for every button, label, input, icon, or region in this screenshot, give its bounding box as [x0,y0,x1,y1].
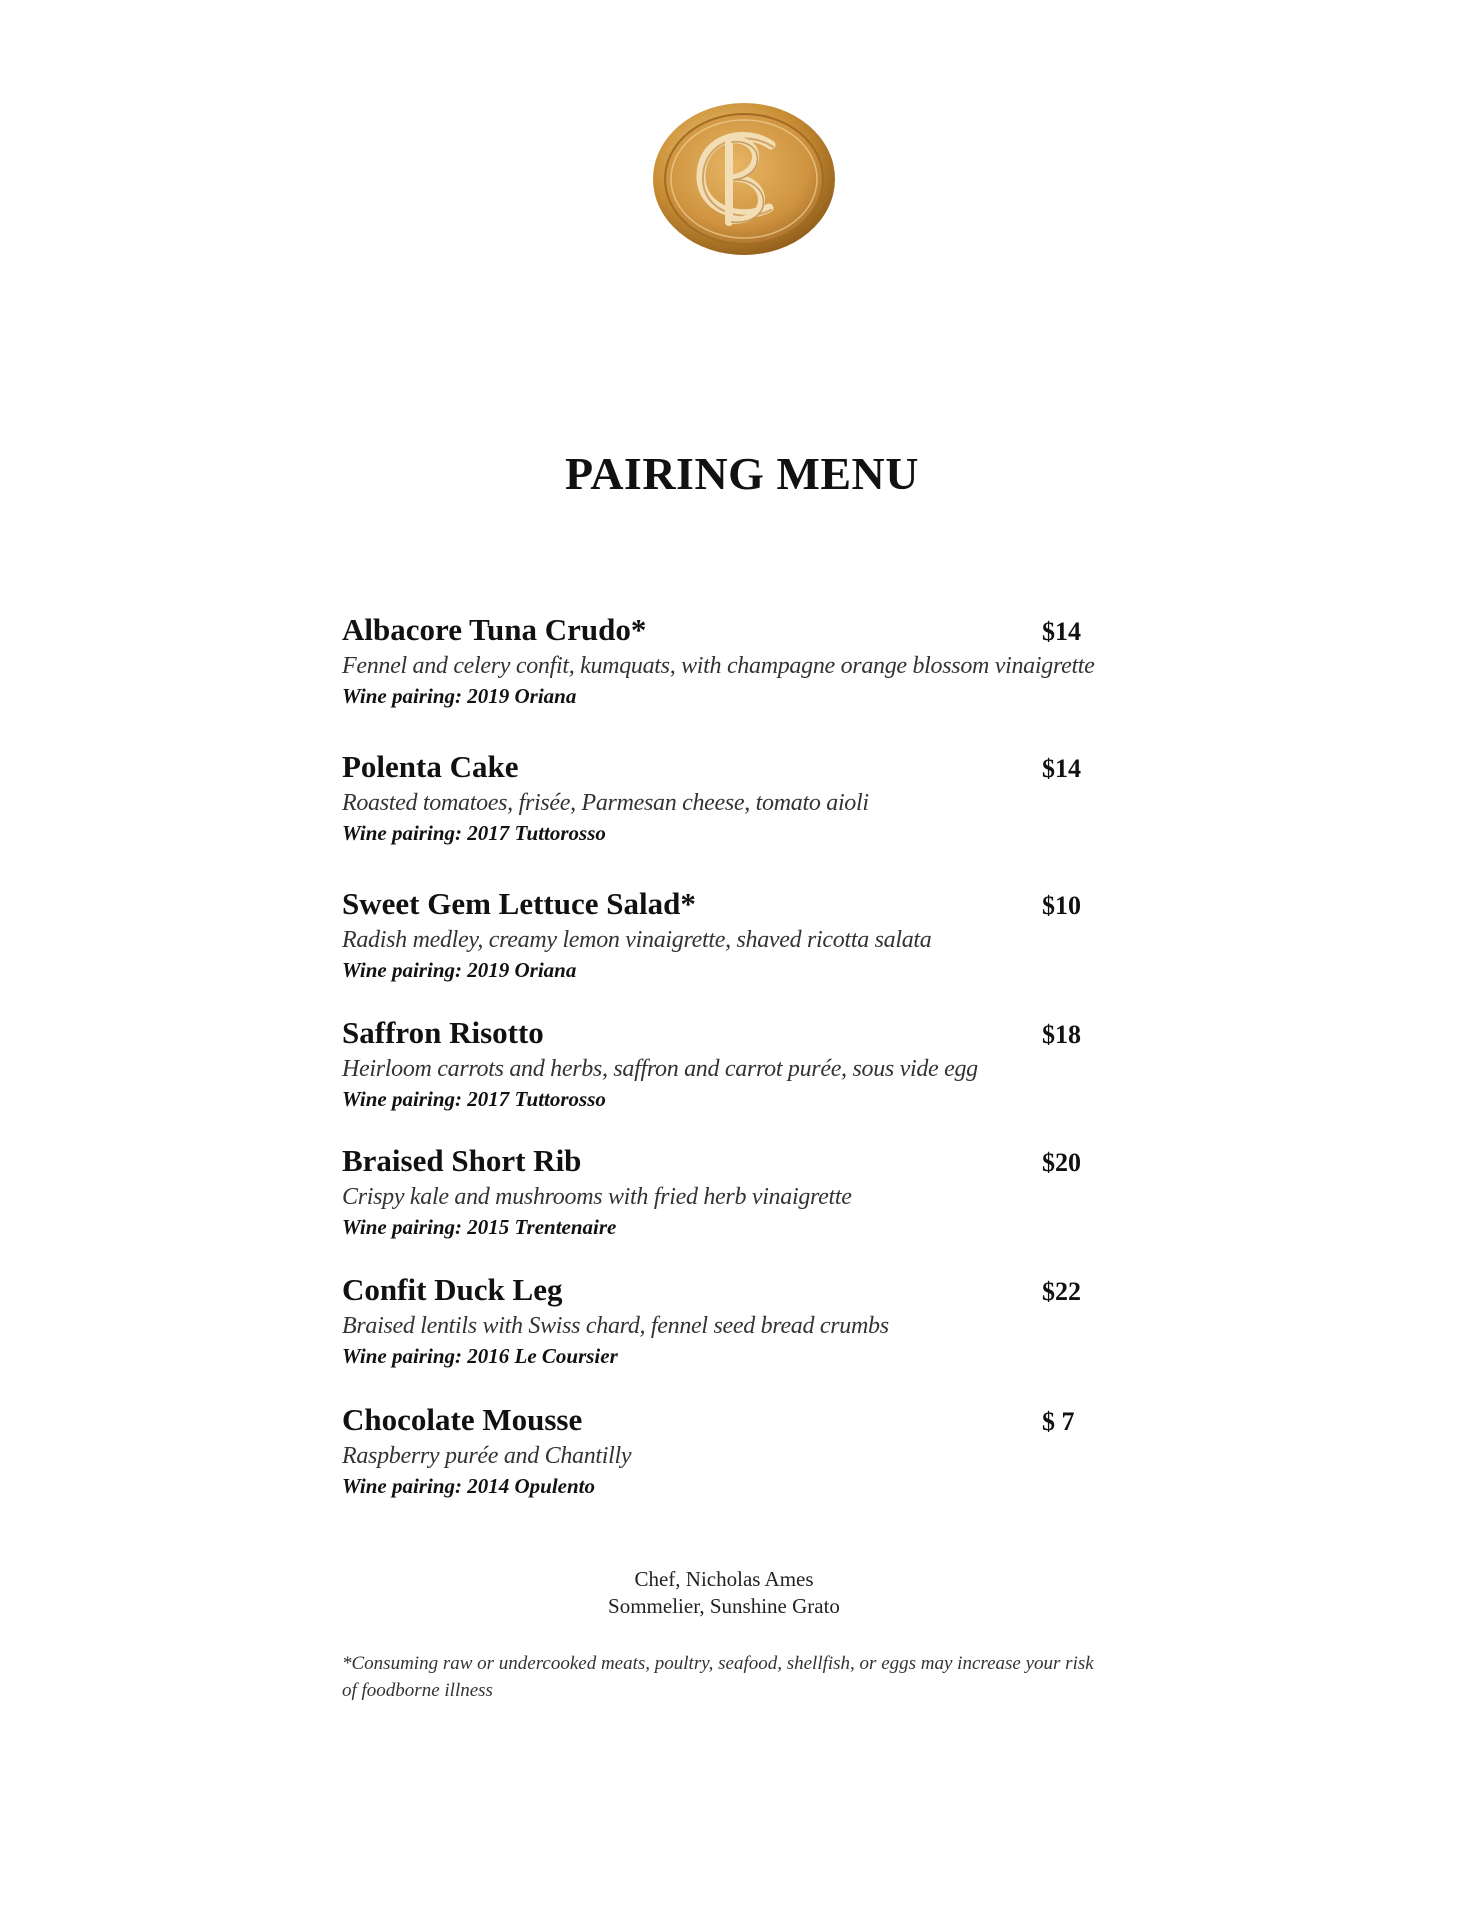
item-name: Braised Short Rib [342,1143,582,1178]
item-description: Crispy kale and mushrooms with fried herb vinaigrette [342,1184,852,1210]
item-price: $14 [1042,617,1081,646]
item-description: Radish medley, creamy lemon vinaigrette, shaved ricotta salata [342,927,932,953]
item-price: $14 [1042,754,1081,783]
item-description: Raspberry purée and Chantilly [342,1443,632,1469]
item-wine-pairing: Wine pairing: 2016 Le Coursier [342,1344,618,1368]
monogram-seal [651,100,837,258]
item-name: Chocolate Mousse [342,1402,583,1437]
item-price: $18 [1042,1020,1081,1049]
item-wine-pairing: Wine pairing: 2014 Opulento [342,1474,596,1498]
item-wine-pairing: Wine pairing: 2017 Tuttorosso [342,1087,606,1111]
item-description: Fennel and celery confit, kumquats, with champagne orange blossom vinaigrette [342,653,1095,679]
item-price: $22 [1042,1277,1081,1306]
item-price: $10 [1042,891,1081,920]
page-title: PAIRING MENU [565,448,919,499]
menu-item [342,610,1162,710]
item-name: Polenta Cake [342,749,519,784]
menu-item [342,1141,1162,1241]
staff-credits [0,1566,1448,1620]
item-price: $ 7 [1042,1407,1075,1436]
health-disclaimer: *Consuming raw or undercooked meats, poultry, seafood, shellfish, or eggs may increase your risk of foodborne illness [342,1653,1094,1701]
menu-item [342,1400,1162,1500]
item-name: Confit Duck Leg [342,1272,563,1307]
item-name: Saffron Risotto [342,1015,544,1050]
menu-item [342,747,1162,847]
item-description: Braised lentils with Swiss chard, fennel seed bread crumbs [342,1313,889,1339]
chef-credit: Chef, Nicholas Ames [634,1567,814,1591]
item-price: $20 [1042,1148,1081,1177]
menu-item [342,1013,1162,1113]
item-wine-pairing: Wine pairing: 2015 Trentenaire [342,1215,617,1239]
item-name: Sweet Gem Lettuce Salad* [342,886,696,921]
item-description: Heirloom carrots and herbs, saffron and carrot purée, sous vide egg [342,1056,978,1082]
item-description: Roasted tomatoes, frisée, Parmesan cheese, tomato aioli [342,790,869,816]
item-wine-pairing: Wine pairing: 2017 Tuttorosso [342,821,606,845]
menu-item [342,884,1162,984]
sommelier-credit: Sommelier, Sunshine Grato [608,1594,840,1618]
item-name: Albacore Tuna Crudo* [342,612,647,647]
item-wine-pairing: Wine pairing: 2019 Oriana [342,684,577,708]
menu-item [342,1270,1162,1370]
restaurant-logo [651,100,837,258]
item-wine-pairing: Wine pairing: 2019 Oriana [342,958,577,982]
